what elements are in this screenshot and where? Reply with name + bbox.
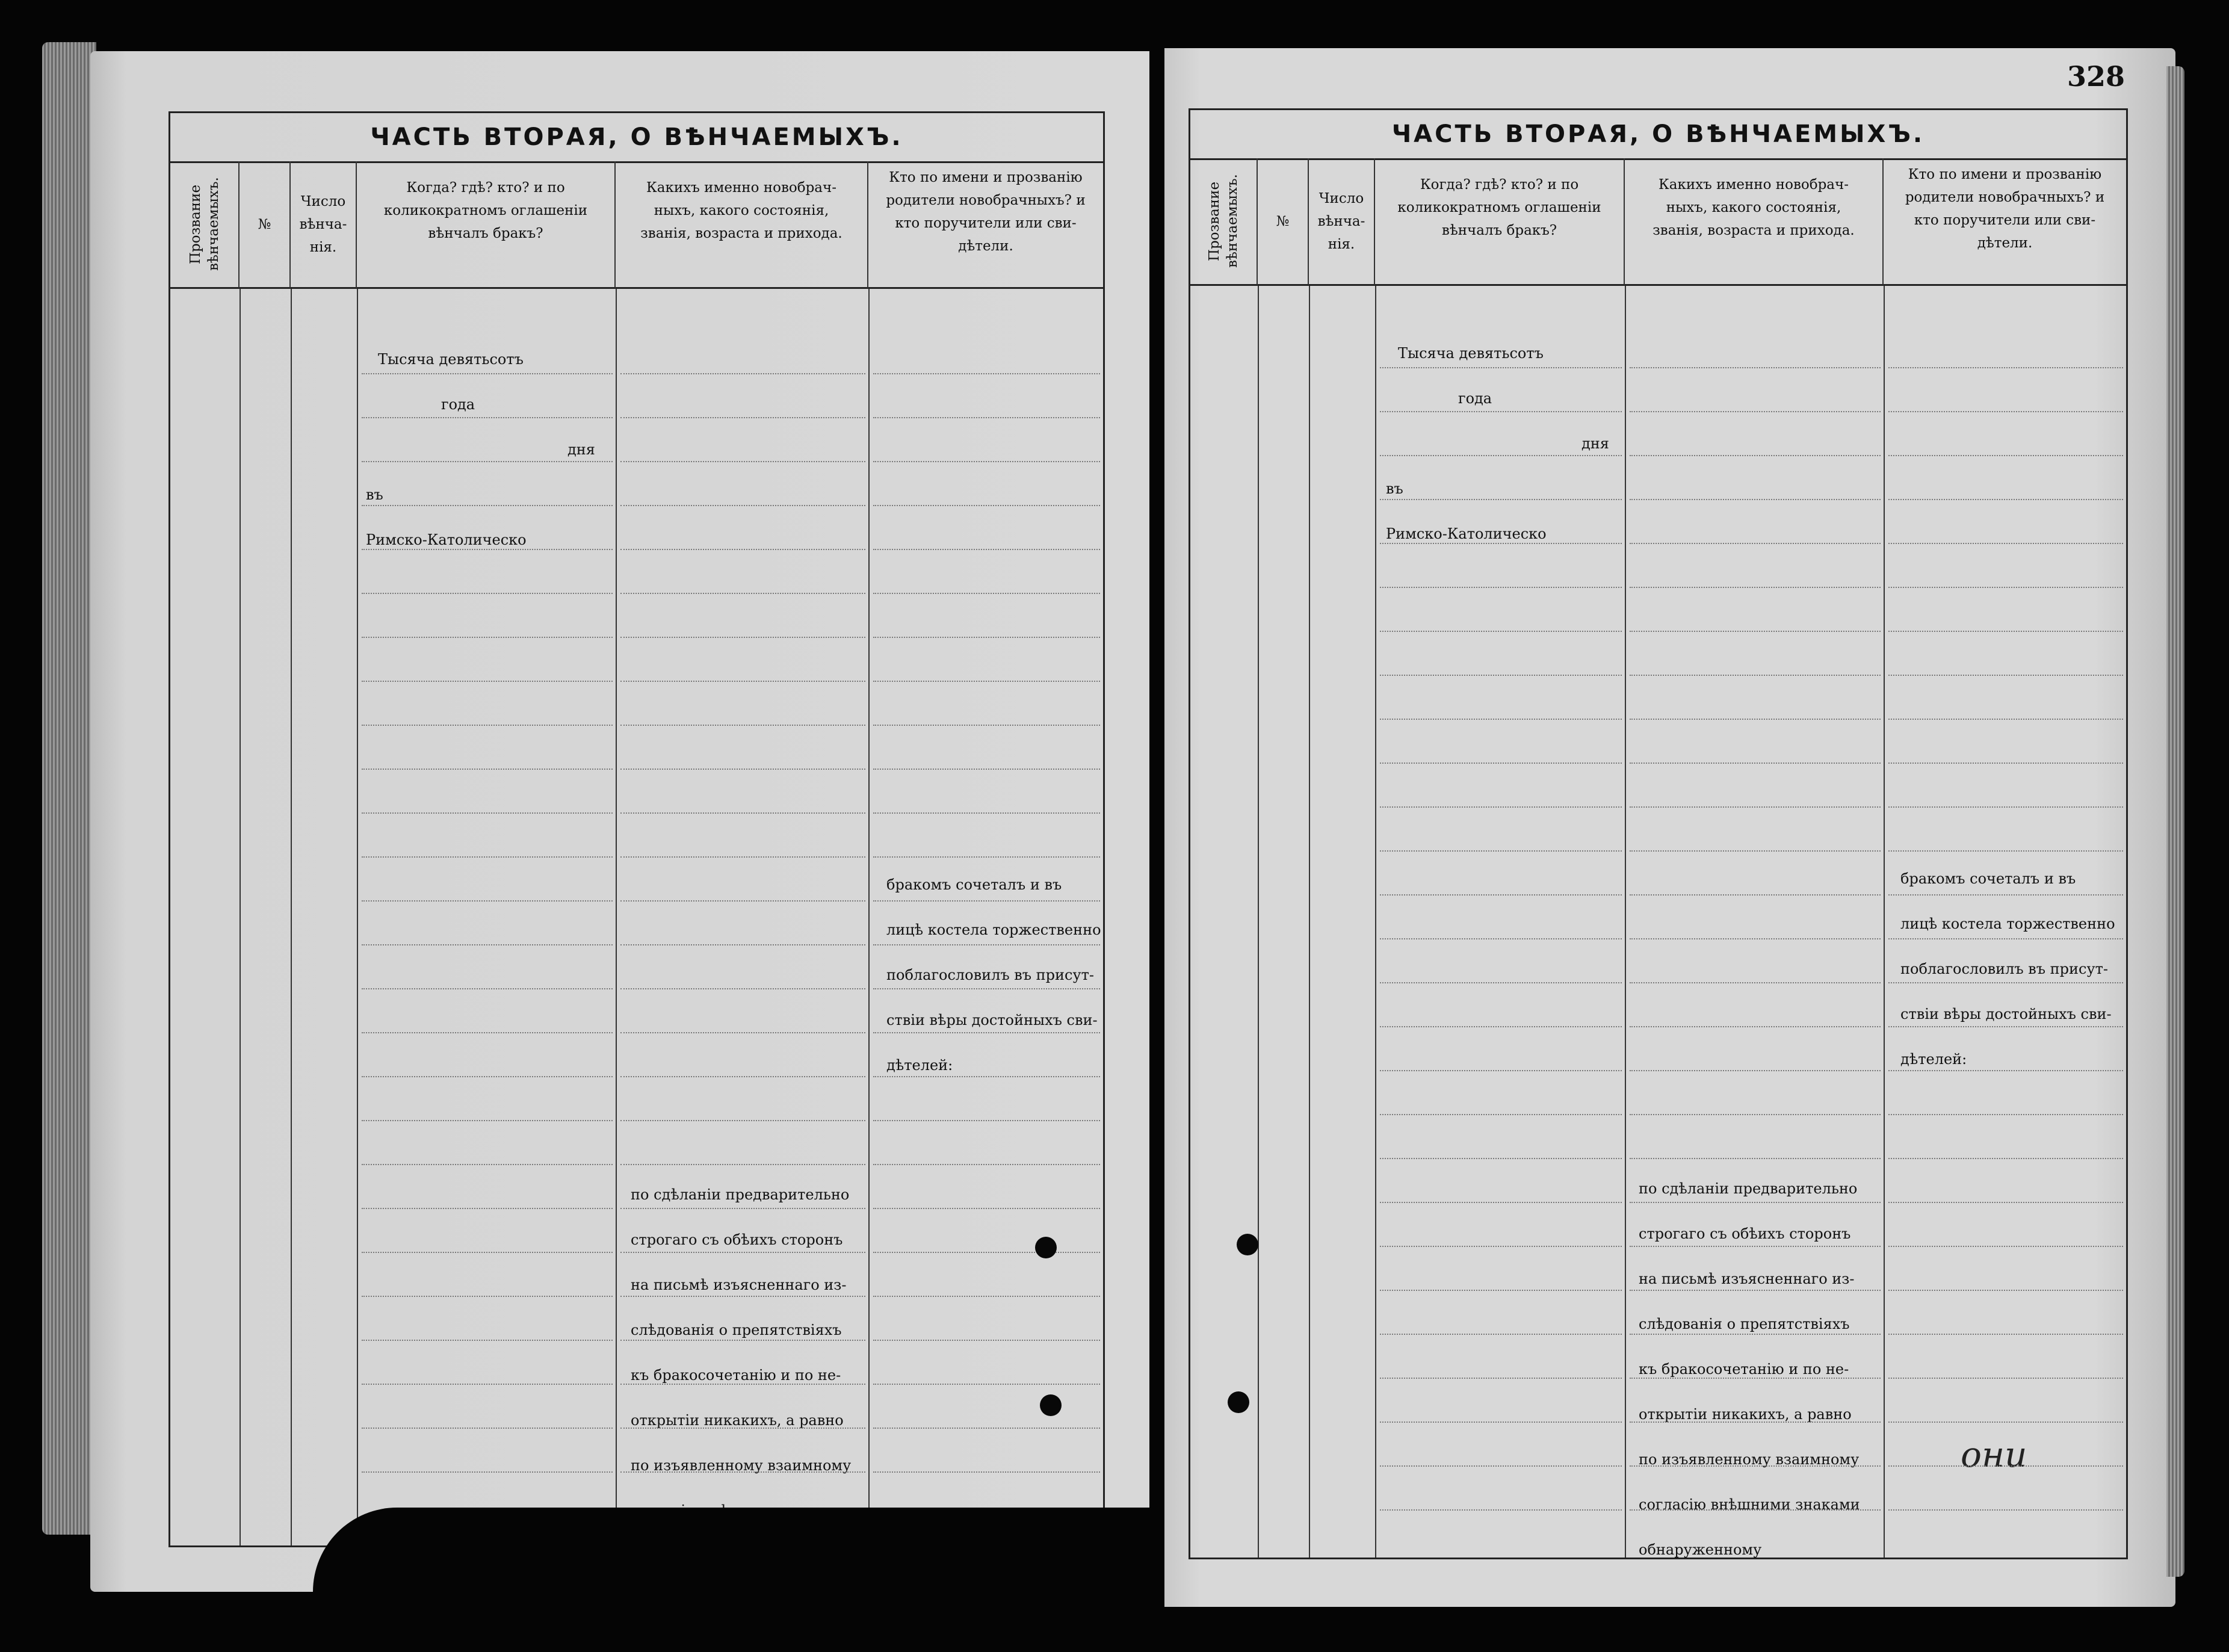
ruling-line: [1380, 806, 1622, 808]
left-page: [90, 51, 1149, 1592]
right-in-word: въ: [1386, 480, 1403, 497]
ruling-line: [620, 1032, 865, 1033]
left-blessing-line: лицѣ костела торжественно: [886, 921, 1101, 938]
ruling-line: [1888, 367, 2123, 368]
ruling-line: [362, 417, 613, 418]
ruling-line: [873, 1428, 1100, 1429]
ruling-line: [1380, 675, 1622, 676]
ruling-line: [1630, 1158, 1881, 1159]
ruling-line: [1380, 1070, 1622, 1071]
ruling-line: [1630, 894, 1881, 896]
left-investigation-line: на письмѣ изъясненнаго из-: [631, 1276, 847, 1293]
left-col-line-2: [291, 289, 292, 1545]
ruling-line: [873, 681, 1100, 682]
right-year-word: года: [1458, 390, 1492, 407]
ruling-line: [620, 1384, 865, 1385]
left-head-who: Какихъ именно новобрач- ныхъ, какого состоянія, званія, возраста и прихода.: [616, 161, 868, 289]
ruling-line: [873, 944, 1100, 945]
right-head-when: Когда? гдѣ? кто? и по коликократномъ оглашеніи вѣнчалъ бракъ?: [1375, 158, 1625, 286]
ruling-line: [1888, 1026, 2123, 1027]
left-church: Римско-Католическо: [366, 531, 527, 548]
ruling-line: [1380, 1026, 1622, 1027]
ruling-line: [362, 1120, 613, 1121]
ruling-line: [1380, 587, 1622, 588]
right-head-number: №: [1258, 158, 1309, 286]
ruling-line: [873, 856, 1100, 858]
ruling-line: [620, 1471, 865, 1473]
ruling-line: [1630, 499, 1881, 500]
ruling-line: [362, 1471, 613, 1473]
right-day-word: дня: [1581, 435, 1609, 452]
binding-hole: [1035, 1237, 1057, 1258]
ruling-line: [1630, 1246, 1881, 1247]
ruling-line: [362, 1428, 613, 1429]
ruling-line: [362, 812, 613, 814]
left-col-line-3: [357, 289, 358, 1545]
ruling-line: [1888, 806, 2123, 808]
right-col-line-2: [1309, 286, 1310, 1558]
ruling-line: [362, 944, 613, 945]
ruling-line: [1380, 938, 1622, 939]
ruling-line: [873, 769, 1100, 770]
ruling-line: [1630, 982, 1881, 983]
ruling-line: [362, 769, 613, 770]
ruling-line: [1630, 1026, 1881, 1027]
ruling-line: [620, 944, 865, 945]
ruling-line: [620, 505, 865, 506]
ruling-line: [362, 505, 613, 506]
binding-hole: [1040, 1394, 1062, 1416]
ruling-line: [873, 1252, 1100, 1253]
left-day-word: дня: [567, 441, 595, 458]
ruling-line: [620, 725, 865, 726]
ruling-line: [1630, 806, 1881, 808]
ruling-line: [1888, 1334, 2123, 1335]
ruling-line: [873, 593, 1100, 594]
ruling-line: [1888, 1246, 2123, 1247]
ruling-line: [873, 1340, 1100, 1341]
right-head-who: Какихъ именно новобрач- ныхъ, какого состоянія, званія, возраста и прихода.: [1625, 158, 1884, 286]
ruling-line: [362, 900, 613, 902]
right-investigation-line: по сдѣланіи предварительно: [1639, 1180, 1858, 1197]
left-blessing-line: ствіи вѣры достойныхъ сви-: [886, 1012, 1098, 1029]
ruling-line: [1630, 411, 1881, 412]
ruling-line: [1380, 367, 1622, 368]
left-col-line-1: [240, 289, 241, 1545]
ruling-line: [1630, 763, 1881, 764]
ruling-line: [362, 1340, 613, 1341]
ruling-line: [1380, 1334, 1622, 1335]
right-church: Римско-Католическо: [1386, 525, 1547, 542]
ruling-line: [1888, 982, 2123, 983]
ruling-line: [620, 988, 865, 989]
left-blessing-line: поблагословилъ въ присут-: [886, 967, 1094, 983]
ruling-line: [1888, 719, 2123, 720]
ruling-line: [873, 900, 1100, 902]
ruling-line: [620, 593, 865, 594]
ruling-line: [873, 725, 1100, 726]
ruling-line: [1380, 1509, 1622, 1511]
ruling-line: [1888, 455, 2123, 456]
right-blessing-line: поблагословилъ въ присут-: [1900, 961, 2108, 977]
ruling-line: [1630, 367, 1881, 368]
ruling-line: [873, 988, 1100, 989]
ruling-line: [1380, 1246, 1622, 1247]
ruling-line: [362, 1208, 613, 1209]
ruling-line: [1380, 982, 1622, 983]
ruling-line: [1380, 455, 1622, 456]
ruling-line: [1630, 1422, 1881, 1423]
torn-page-corner: [313, 1508, 1155, 1652]
right-blessing-line: лицѣ костела торжественно: [1900, 915, 2115, 932]
left-investigation-line: по изъявленному взаимному: [631, 1457, 852, 1474]
ruling-line: [1888, 1465, 2123, 1467]
ruling-line: [620, 900, 865, 902]
right-table: [1189, 108, 2128, 1559]
right-part-title: ЧАСТЬ ВТОРАЯ, О ВѢНЧАЕМЫХЪ.: [1190, 110, 2126, 160]
left-year-word: года: [441, 396, 475, 413]
right-col-line-4: [1625, 286, 1626, 1558]
right-col-line-1: [1258, 286, 1259, 1558]
left-col-line-4: [616, 289, 617, 1545]
right-blessing: [1900, 856, 2117, 1082]
ruling-line: [1380, 1202, 1622, 1203]
left-in-word: въ: [366, 486, 383, 503]
right-investigation-line: обнаруженному: [1639, 1541, 1762, 1558]
ruling-line: [1888, 587, 2123, 588]
ruling-line: [1888, 1378, 2123, 1379]
ruling-line: [873, 1032, 1100, 1033]
right-investigation-line: къ бракосочетанію и по не-: [1639, 1361, 1849, 1378]
left-investigation-line: строгаго съ обѣихъ сторонъ: [631, 1231, 843, 1248]
ruling-line: [620, 549, 865, 550]
ruling-line: [1380, 1422, 1622, 1423]
left-table: [168, 111, 1105, 1547]
left-head-number: №: [240, 161, 291, 289]
ruling-line: [873, 549, 1100, 550]
ruling-line: [1630, 1378, 1881, 1379]
ruling-line: [362, 1076, 613, 1077]
ruling-line: [620, 1120, 865, 1121]
page-number: 328: [2067, 60, 2125, 93]
ruling-line: [873, 812, 1100, 814]
ruling-line: [1630, 938, 1881, 939]
ruling-line: [1888, 631, 2123, 632]
ruling-line: [873, 1208, 1100, 1209]
ruling-line: [873, 1471, 1100, 1473]
ruling-line: [362, 1252, 613, 1253]
ruling-line: [362, 1384, 613, 1385]
ruling-line: [362, 549, 613, 550]
ruling-line: [1380, 1114, 1622, 1115]
ruling-line: [1380, 719, 1622, 720]
ruling-line: [1888, 938, 2123, 939]
ruling-line: [362, 1296, 613, 1297]
right-page: [1164, 48, 2175, 1607]
ruling-line: [1888, 1114, 2123, 1115]
ruling-line: [1630, 1202, 1881, 1203]
ruling-line: [620, 417, 865, 418]
ruling-line: [1380, 1465, 1622, 1467]
right-blessing-line: бракомъ сочеталъ и въ: [1900, 870, 2076, 887]
ruling-line: [873, 505, 1100, 506]
ruling-line: [620, 637, 865, 638]
ruling-line: [620, 1340, 865, 1341]
left-head-when: Когда? гдѣ? кто? и по коликократномъ оглашеніи вѣнчалъ бракъ?: [357, 161, 616, 289]
ruling-line: [620, 1252, 865, 1253]
ruling-line: [620, 681, 865, 682]
ruling-line: [873, 417, 1100, 418]
right-blessing-line: дѣтелей:: [1900, 1051, 1967, 1068]
ruling-line: [1380, 763, 1622, 764]
ruling-line: [1888, 1158, 2123, 1159]
binding-hole: [1237, 1234, 1258, 1255]
ruling-line: [1630, 1070, 1881, 1071]
ruling-line: [873, 1296, 1100, 1297]
handwritten-note: они: [1961, 1434, 2027, 1475]
left-head-surname: Прозвание вѣнчаемыхъ.: [170, 161, 240, 289]
ruling-line: [1380, 1290, 1622, 1291]
ruling-line: [620, 1208, 865, 1209]
page-edges-left: [42, 42, 96, 1535]
ruling-line: [362, 637, 613, 638]
ruling-line: [362, 1032, 613, 1033]
ruling-line: [620, 461, 865, 462]
ruling-line: [1630, 1509, 1881, 1511]
ruling-line: [1630, 1334, 1881, 1335]
ruling-line: [873, 1164, 1100, 1165]
ruling-line: [620, 373, 865, 374]
ruling-line: [1380, 631, 1622, 632]
right-investigation-line: на письмѣ изъясненнаго из-: [1639, 1270, 1855, 1287]
ruling-line: [1380, 1158, 1622, 1159]
left-head-parents: Кто по имени и прозванію родители новобрачныхъ? и кто поручители или сви- дѣтели.: [868, 161, 1103, 289]
right-investigation-line: слѣдованія о препятствіяхъ: [1639, 1316, 1850, 1332]
right-head-parents: Кто по имени и прозванію родители новобрачныхъ? и кто поручители или сви- дѣтели.: [1884, 158, 2126, 286]
right-investigation-line: согласію внѣшними знаками: [1639, 1496, 1860, 1513]
left-blessing-line: дѣтелей:: [886, 1057, 953, 1074]
right-year-prefix: Тысяча девятьсотъ: [1398, 345, 1544, 362]
ruling-line: [362, 593, 613, 594]
ruling-line: [1888, 1422, 2123, 1423]
ruling-line: [1380, 411, 1622, 412]
ruling-line: [362, 988, 613, 989]
ruling-line: [620, 769, 865, 770]
ruling-line: [1888, 675, 2123, 676]
ruling-line: [362, 1164, 613, 1165]
left-blessing: [886, 862, 1101, 1088]
ruling-line: [1380, 850, 1622, 852]
ruling-line: [1630, 719, 1881, 720]
ruling-line: [620, 1296, 865, 1297]
ruling-line: [620, 1428, 865, 1429]
right-blessing-line: ствіи вѣры достойныхъ сви-: [1900, 1006, 2112, 1022]
ruling-line: [1888, 763, 2123, 764]
ruling-line: [873, 637, 1100, 638]
left-investigation-line: къ бракосочетанію и по не-: [631, 1367, 841, 1384]
left-head-count: Число вѣнча-нія.: [291, 161, 357, 289]
right-investigation-line: по изъявленному взаимному: [1639, 1451, 1860, 1468]
ruling-line: [873, 1076, 1100, 1077]
ruling-line: [1888, 1070, 2123, 1071]
ruling-line: [1380, 1378, 1622, 1379]
right-head-surname: Прозвание вѣнчаемыхъ.: [1190, 158, 1258, 286]
ruling-line: [1380, 543, 1622, 544]
ruling-line: [1888, 499, 2123, 500]
left-blessing-line: бракомъ сочеталъ и въ: [886, 876, 1062, 893]
ruling-line: [1888, 1290, 2123, 1291]
right-col-line-5: [1884, 286, 1885, 1558]
binding-hole: [1228, 1391, 1249, 1413]
ruling-line: [873, 461, 1100, 462]
right-head-count: Число вѣнча-нія.: [1309, 158, 1375, 286]
ruling-line: [362, 461, 613, 462]
right-investigation: [1639, 1166, 1873, 1573]
ruling-line: [620, 1164, 865, 1165]
ruling-line: [1888, 1202, 2123, 1203]
ruling-line: [1888, 894, 2123, 896]
ruling-line: [1630, 1290, 1881, 1291]
ruling-line: [1380, 499, 1622, 500]
ruling-line: [362, 373, 613, 374]
ruling-line: [1630, 1465, 1881, 1467]
right-investigation-line: открытіи никакихъ, а равно: [1639, 1406, 1852, 1423]
page-edges-right: [2166, 66, 2184, 1577]
ruling-line: [1630, 631, 1881, 632]
ruling-line: [1630, 587, 1881, 588]
ruling-line: [362, 681, 613, 682]
ruling-line: [1888, 850, 2123, 852]
ruling-line: [1630, 675, 1881, 676]
ruling-line: [620, 856, 865, 858]
ruling-line: [1630, 850, 1881, 852]
ruling-line: [620, 812, 865, 814]
ruling-line: [362, 725, 613, 726]
left-part-title: ЧАСТЬ ВТОРАЯ, О ВѢНЧАЕМЫХЪ.: [170, 113, 1103, 163]
ruling-line: [1888, 411, 2123, 412]
ruling-line: [1888, 1509, 2123, 1511]
ruling-line: [1630, 455, 1881, 456]
ruling-line: [873, 1384, 1100, 1385]
left-col-line-5: [868, 289, 870, 1545]
ruling-line: [362, 856, 613, 858]
left-year-prefix: Тысяча девятьсотъ: [378, 351, 524, 368]
left-investigation-line: слѣдованія о препятствіяхъ: [631, 1322, 842, 1338]
right-col-line-3: [1375, 286, 1376, 1558]
left-investigation-line: открытіи никакихъ, а равно: [631, 1412, 844, 1429]
ruling-line: [873, 1120, 1100, 1121]
ruling-line: [1630, 543, 1881, 544]
ruling-line: [1888, 543, 2123, 544]
left-investigation-line: по сдѣланіи предварительно: [631, 1186, 850, 1203]
ruling-line: [873, 373, 1100, 374]
right-investigation-line: строгаго съ обѣихъ сторонъ: [1639, 1225, 1851, 1242]
ruling-line: [620, 1076, 865, 1077]
ruling-line: [1380, 894, 1622, 896]
ruling-line: [1630, 1114, 1881, 1115]
